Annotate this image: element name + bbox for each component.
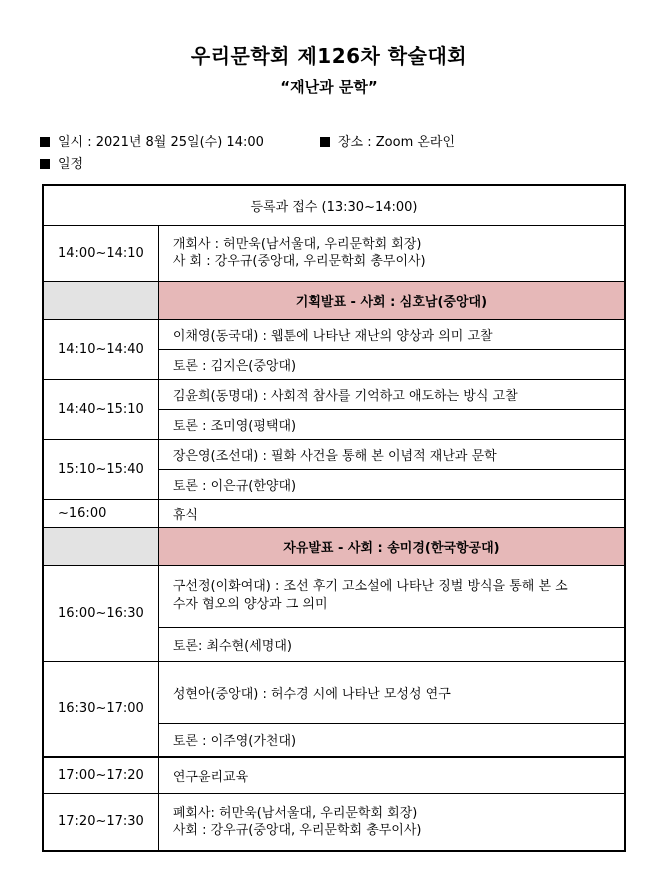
date-info bbox=[40, 131, 264, 150]
time-cell: 14:40~15:10 bbox=[43, 379, 158, 439]
opening-speech: 개회사 : 허만욱(남서울대, 우리문학회 회장) bbox=[172, 237, 422, 252]
closing-moderator: 사회 : 강우규(중앙대, 우리문학회 총무이사) bbox=[172, 822, 422, 838]
table-row bbox=[43, 379, 625, 409]
time-cell: 16:30~17:00 bbox=[43, 661, 158, 757]
schedule-heading-text: 일정 bbox=[58, 157, 84, 172]
table-row bbox=[43, 439, 625, 469]
table-row bbox=[43, 281, 625, 319]
session-header-free: 자유발표 - 사회 : 송미경(한국항공대) bbox=[158, 527, 625, 565]
square-bullet-icon bbox=[320, 137, 330, 147]
discussant-cell: 토론 : 조미영(평택대) bbox=[158, 409, 625, 439]
discussant-cell: 토론: 최수현(세명대) bbox=[158, 627, 625, 661]
closing-speech: 폐회사: 허만욱(남서울대, 우리문학회 회장) bbox=[172, 805, 418, 821]
closing-cell bbox=[158, 793, 625, 851]
time-cell: 17:00~17:20 bbox=[43, 757, 158, 793]
table-row bbox=[43, 757, 625, 793]
opening-cell bbox=[158, 225, 625, 281]
schedule-table bbox=[42, 184, 626, 852]
paper-line-2: 수자 혐오의 양상과 그 의미 bbox=[172, 597, 328, 612]
time-cell: 16:00~16:30 bbox=[43, 565, 158, 661]
paper-cell: 이채영(동국대) : 웹툰에 나타난 재난의 양상과 의미 고찰 bbox=[158, 319, 625, 349]
paper-line-1: 구선정(이화여대) : 조선 후기 고소설에 나타난 징벌 방식을 통해 본 소 bbox=[172, 579, 568, 594]
registration-cell: 등록과 접수 (13:30~14:00) bbox=[43, 185, 625, 225]
discussant-cell: 토론 : 이주영(가천대) bbox=[158, 723, 625, 757]
page-title: 우리문학회 제126차 학술대회 bbox=[190, 44, 468, 68]
table-row bbox=[43, 499, 625, 527]
opening-moderator: 사 회 : 강우규(중앙대, 우리문학회 총무이사) bbox=[172, 254, 426, 269]
square-bullet-icon bbox=[40, 137, 50, 147]
table-row bbox=[43, 565, 625, 627]
blank-cell bbox=[43, 527, 158, 565]
table-row bbox=[43, 527, 625, 565]
schedule-heading bbox=[40, 153, 83, 172]
blank-cell bbox=[43, 281, 158, 319]
place-info bbox=[320, 131, 455, 150]
table-row bbox=[43, 793, 625, 851]
break-cell: 휴식 bbox=[158, 499, 625, 527]
table-row bbox=[43, 319, 625, 349]
session-header-planned: 기획발표 - 사회 : 심호남(중앙대) bbox=[158, 281, 625, 319]
paper-cell bbox=[158, 565, 625, 627]
time-cell: ~16:00 bbox=[43, 499, 158, 527]
paper-cell: 장은영(조선대) : 필화 사건을 통해 본 이념적 재난과 문학 bbox=[158, 439, 625, 469]
place-text: 장소 : Zoom 온라인 bbox=[338, 135, 456, 150]
paper-cell: 김윤희(동명대) : 사회적 참사를 기억하고 애도하는 방식 고찰 bbox=[158, 379, 625, 409]
date-text: 일시 : 2021년 8월 25일(수) 14:00 bbox=[58, 135, 264, 150]
table-row bbox=[43, 661, 625, 723]
ethics-cell: 연구윤리교육 bbox=[158, 757, 625, 793]
time-cell: 14:10~14:40 bbox=[43, 319, 158, 379]
discussant-cell: 토론 : 이은규(한양대) bbox=[158, 469, 625, 499]
time-cell: 17:20~17:30 bbox=[43, 793, 158, 851]
table-row bbox=[43, 225, 625, 281]
time-cell: 14:00~14:10 bbox=[43, 225, 158, 281]
discussant-cell: 토론 : 김지은(중앙대) bbox=[158, 349, 625, 379]
time-cell: 15:10~15:40 bbox=[43, 439, 158, 499]
square-bullet-icon bbox=[40, 159, 50, 169]
paper-cell: 성현아(중앙대) : 허수경 시에 나타난 모성성 연구 bbox=[158, 661, 625, 723]
table-row bbox=[43, 185, 625, 225]
page-subtitle: “재난과 문학” bbox=[280, 78, 378, 96]
